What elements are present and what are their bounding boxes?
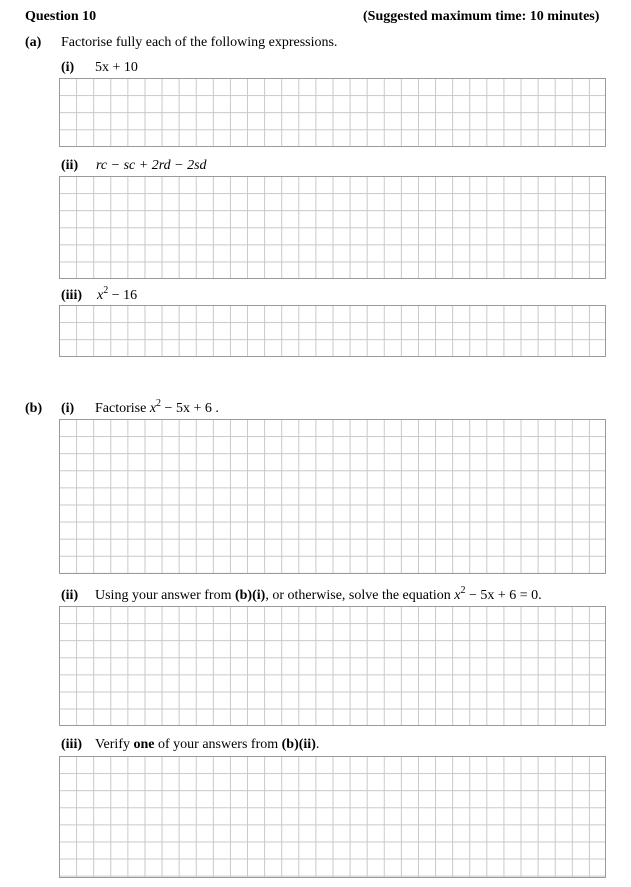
part-b-ii-text bbox=[95, 585, 542, 604]
part-b-i-exponent: 2 bbox=[156, 398, 162, 409]
part-b-ii-exponent: 2 bbox=[460, 585, 466, 596]
part-b-ii-text-2: , or otherwise, solve the equation bbox=[265, 588, 455, 603]
answer-grid-a-ii[interactable] bbox=[59, 176, 606, 279]
part-a-ii-expression: rc − sc + 2rd − 2sd bbox=[96, 158, 207, 173]
part-b-i-text bbox=[95, 398, 219, 417]
part-b-ii-text-1: Using your answer from bbox=[95, 588, 235, 603]
question-title: Question 10 bbox=[25, 9, 97, 24]
part-b-label: (b) bbox=[25, 401, 43, 416]
answer-grid-b-i[interactable] bbox=[59, 419, 606, 574]
part-a-instruction: Factorise fully each of the following expressions. bbox=[61, 35, 338, 50]
part-b-i-label: (i) bbox=[61, 401, 75, 416]
part-b-i-tail: − 5x + 6 . bbox=[161, 401, 219, 416]
part-b-iii-text-2: of your answers from bbox=[154, 737, 282, 752]
part-b-iii-text bbox=[95, 737, 319, 753]
part-a-i-label: (i) bbox=[61, 60, 75, 75]
part-a-iii-expression bbox=[97, 285, 138, 304]
suggested-time: (Suggested maximum time: 10 minutes) bbox=[363, 9, 600, 24]
answer-grid-b-ii[interactable] bbox=[59, 606, 606, 726]
part-b-i-base: x bbox=[149, 401, 157, 416]
part-a-label: (a) bbox=[25, 35, 42, 50]
part-b-i-instruction: Factorise bbox=[95, 401, 150, 416]
part-a-iii-label: (iii) bbox=[61, 288, 82, 303]
part-a-i-expression: 5x + 10 bbox=[95, 60, 138, 75]
part-b-iii-text-1: Verify bbox=[95, 737, 134, 752]
part-b-ii-tail: − 5x + 6 = 0. bbox=[465, 588, 542, 603]
part-b-iii-text-3: . bbox=[315, 737, 320, 752]
part-a-iii-tail: − 16 bbox=[108, 288, 138, 303]
part-b-iii-label: (iii) bbox=[61, 737, 82, 752]
part-b-iii-ref: (b)(ii) bbox=[281, 737, 316, 752]
part-b-iii-emphasis: one bbox=[133, 737, 155, 752]
answer-grid-a-i[interactable] bbox=[59, 78, 606, 147]
part-a-iii-exponent: 2 bbox=[103, 285, 109, 296]
part-a-iii-base: x bbox=[97, 288, 104, 303]
part-b-ii-label: (ii) bbox=[61, 588, 79, 603]
part-a-ii-label: (ii) bbox=[61, 158, 79, 173]
part-b-ii-base: x bbox=[454, 588, 461, 603]
answer-grid-a-iii[interactable] bbox=[59, 305, 606, 357]
part-b-ii-ref: (b)(i) bbox=[234, 588, 266, 603]
answer-grid-b-iii[interactable] bbox=[59, 756, 606, 878]
